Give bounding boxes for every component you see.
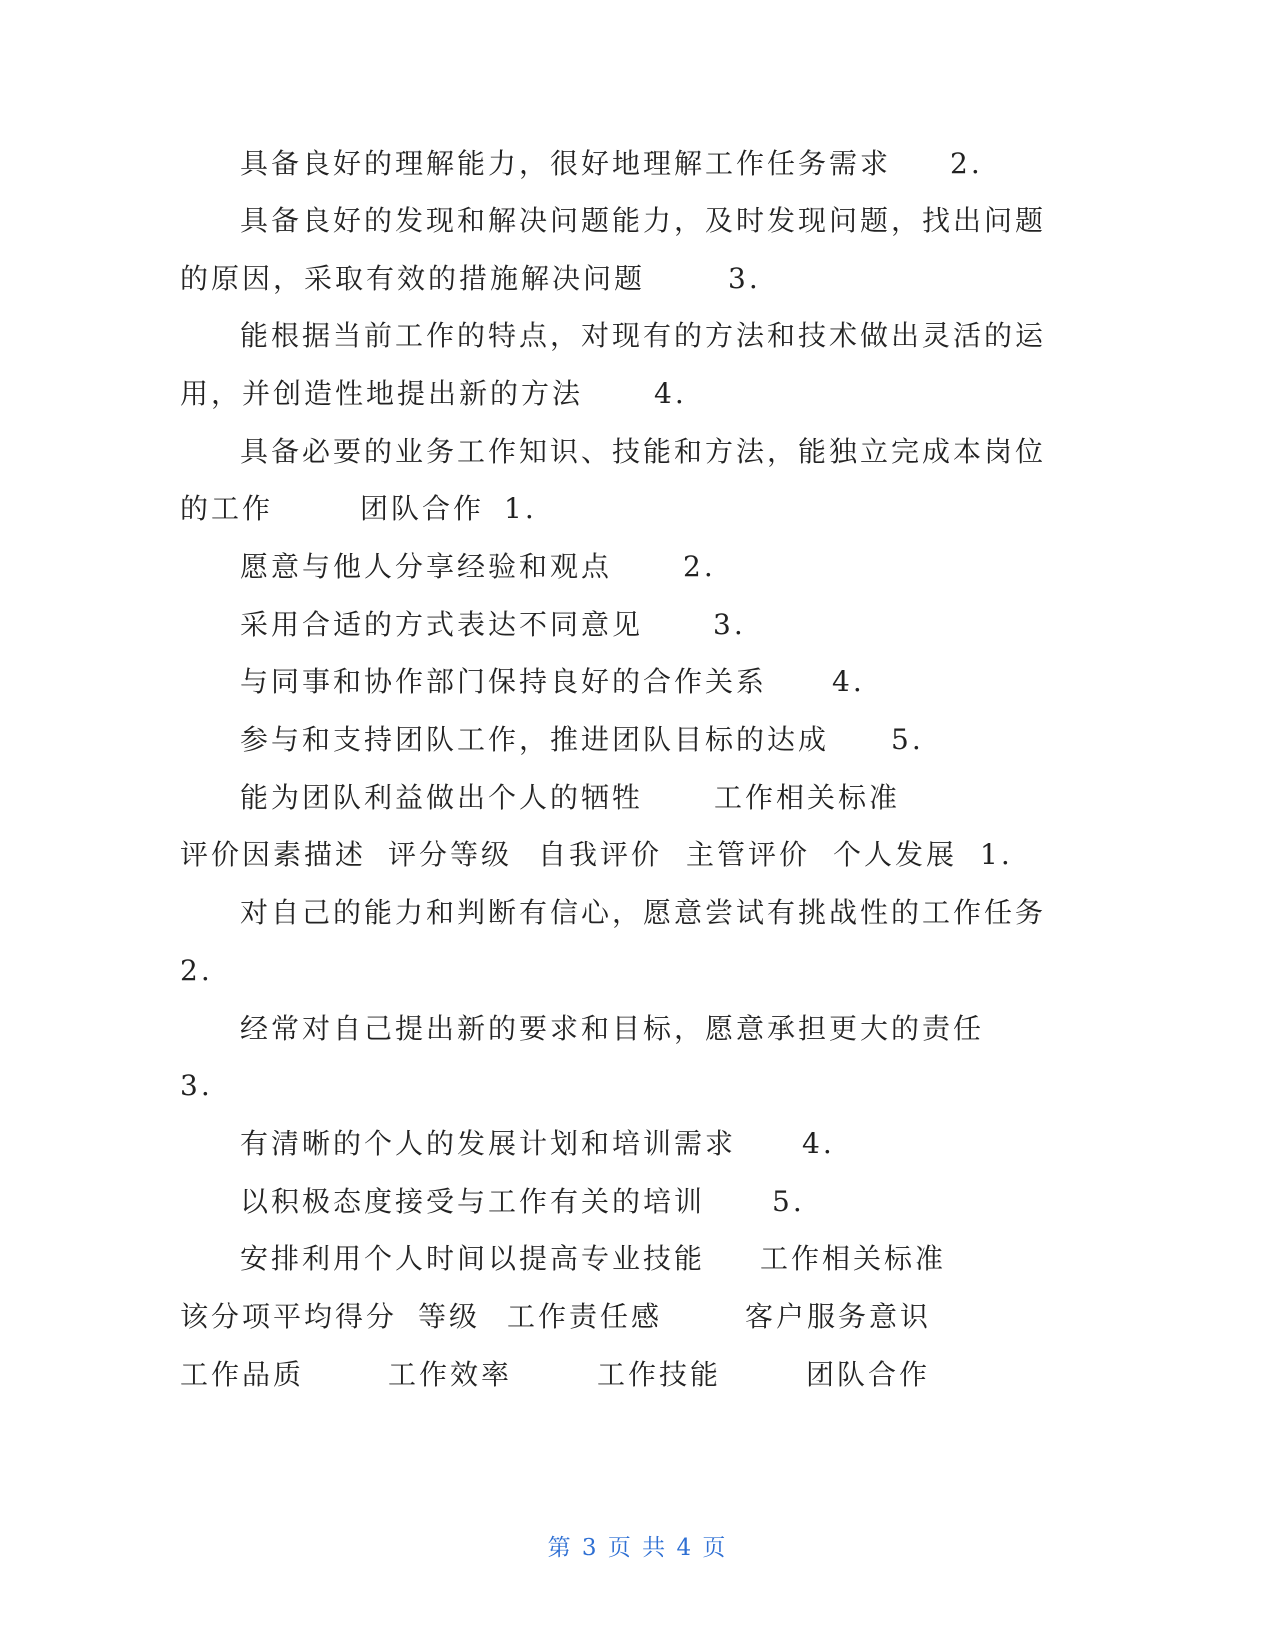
text-segment: 用，并创造性地提出新的方法 — [180, 377, 584, 410]
text-line — [0, 720, 1275, 760]
list-number: 1. — [504, 492, 537, 525]
text-line — [0, 1124, 1275, 1164]
text-segment: 采用合适的方式表达不同意见 — [240, 608, 644, 641]
text-line — [0, 662, 1275, 702]
text-segment: 经常对自己提出新的要求和目标，愿意承担更大的责任 — [240, 1012, 985, 1045]
text-segment: 愿意与他人分享经验和观点 — [240, 550, 613, 583]
text-segment: 与同事和协作部门保持良好的合作关系 — [240, 665, 768, 698]
text-line — [0, 489, 1275, 529]
section-heading: 个人发展 — [833, 838, 958, 871]
text-line — [0, 1182, 1275, 1222]
text-line — [0, 1355, 1275, 1395]
list-number: 4. — [832, 665, 865, 698]
text-line — [0, 778, 1275, 818]
text-line — [0, 1009, 1275, 1049]
text-segment: 能为团队利益做出个人的牺牲 — [240, 781, 644, 814]
table-cell: 团队合作 — [806, 1358, 931, 1391]
text-line — [0, 374, 1275, 414]
table-cell: 评价因素描述 — [180, 838, 367, 871]
text-line — [0, 1297, 1275, 1337]
text-segment: 的原因，采取有效的措施解决问题 — [180, 262, 646, 295]
list-number: 4. — [802, 1127, 835, 1160]
table-cell: 客户服务意识 — [745, 1300, 932, 1333]
list-number: 5. — [772, 1185, 805, 1218]
table-cell: 工作技能 — [597, 1358, 722, 1391]
list-number: 5. — [891, 723, 924, 756]
table-cell: 工作效率 — [388, 1358, 513, 1391]
table-cell: 自我评价 — [538, 838, 663, 871]
table-cell: 该分项平均得分 — [180, 1300, 398, 1333]
text-line — [0, 432, 1275, 472]
text-line — [0, 316, 1275, 356]
text-line — [0, 605, 1275, 645]
list-number: 1. — [980, 838, 1013, 871]
text-line — [0, 951, 1275, 991]
text-line — [0, 547, 1275, 587]
list-number: 4. — [654, 377, 687, 410]
list-number: 3. — [713, 608, 746, 641]
text-segment: 有清晰的个人的发展计划和培训需求 — [240, 1127, 737, 1160]
table-cell: 工作责任感 — [507, 1300, 663, 1333]
list-number: 2. — [683, 550, 716, 583]
table-cell: 评分等级 — [388, 838, 513, 871]
table-cell: 主管评价 — [686, 838, 811, 871]
section-heading: 团队合作 — [360, 492, 485, 525]
text-line — [0, 259, 1275, 299]
page-number-footer: 第 3 页 共 4 页 — [547, 1535, 728, 1561]
section-heading: 工作相关标准 — [714, 781, 901, 814]
text-segment: 具备良好的发现和解决问题能力，及时发现问题，找出问题 — [240, 204, 1047, 237]
text-segment: 对自己的能力和判断有信心，愿意尝试有挑战性的工作任务 — [240, 896, 1047, 929]
table-cell: 工作品质 — [180, 1358, 305, 1391]
text-segment: 参与和支持团队工作，推进团队目标的达成 — [240, 723, 830, 756]
text-line — [0, 1066, 1275, 1106]
text-segment: 具备必要的业务工作知识、技能和方法，能独立完成本岗位 — [240, 435, 1047, 468]
list-number: 3. — [728, 262, 761, 295]
text-line — [0, 201, 1275, 241]
list-number: 3. — [180, 1069, 213, 1102]
text-line — [0, 1239, 1275, 1279]
text-segment: 能根据当前工作的特点，对现有的方法和技术做出灵活的运 — [240, 319, 1047, 352]
table-cell: 等级 — [418, 1300, 481, 1333]
text-segment: 以积极态度接受与工作有关的培训 — [240, 1185, 706, 1218]
text-segment: 安排利用个人时间以提高专业技能 — [240, 1242, 706, 1275]
text-line — [0, 144, 1275, 184]
list-number: 2. — [180, 954, 213, 987]
text-segment: 的工作 — [180, 492, 274, 525]
section-heading: 工作相关标准 — [760, 1242, 947, 1275]
list-number: 2. — [950, 147, 983, 180]
text-segment: 具备良好的理解能力，很好地理解工作任务需求 — [240, 147, 892, 180]
text-line — [0, 893, 1275, 933]
text-line — [0, 835, 1275, 875]
